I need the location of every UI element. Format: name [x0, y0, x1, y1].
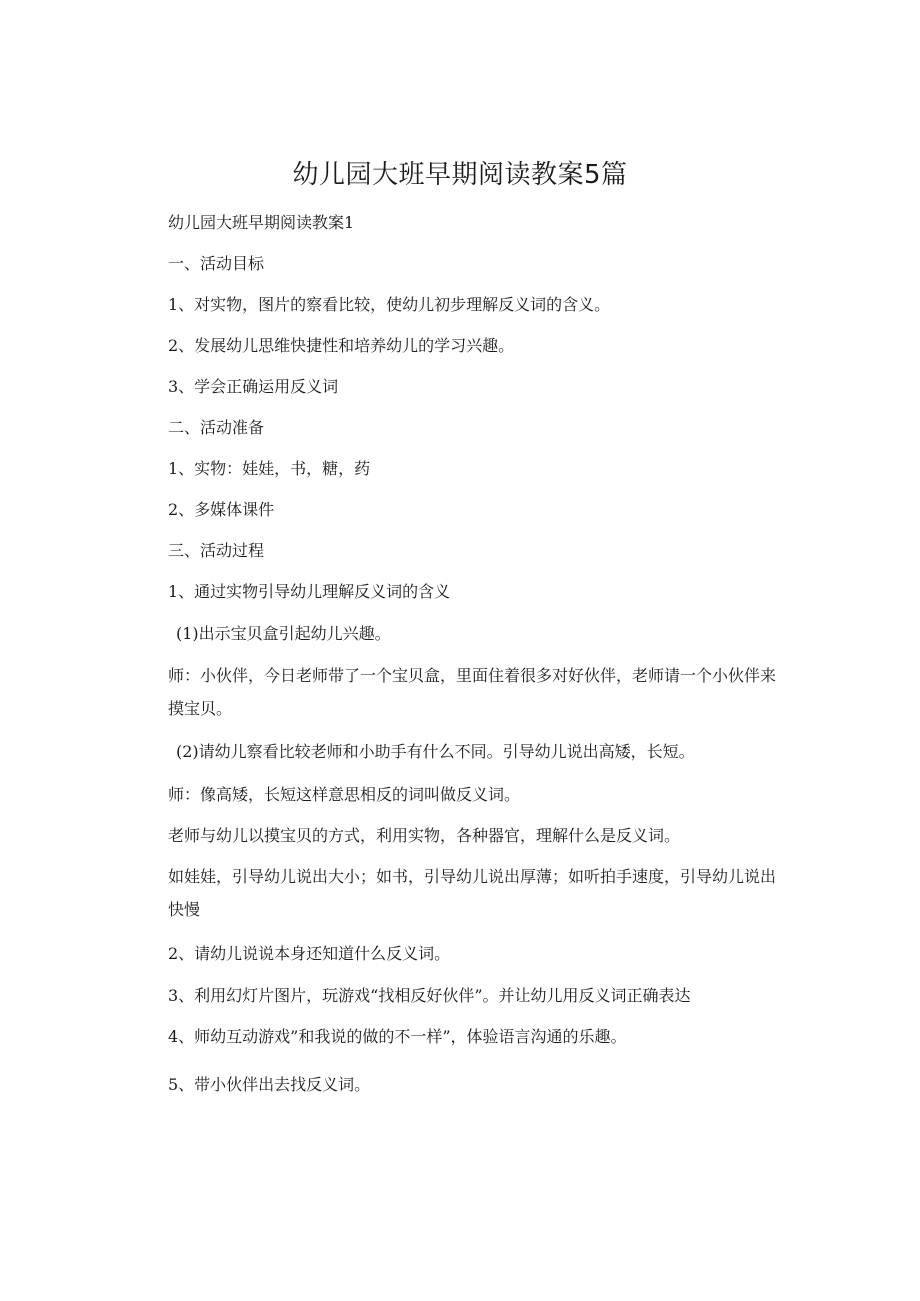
paragraph: (1)出示宝贝盒引起幼儿兴趣。 — [176, 624, 391, 643]
paragraph: 3、利用幻灯片图片，玩游戏“找相反好伙伴”。并让幼儿用反义词正确表达 — [168, 986, 691, 1005]
lesson-subtitle: 幼儿园大班早期阅读教案1 — [168, 213, 355, 232]
paragraph: 5、带小伙伴出去找反义词。 — [168, 1075, 371, 1094]
paragraph: 1、通过实物引导幼儿理解反义词的含义 — [168, 582, 451, 601]
page-title: 幼儿园大班早期阅读教案5篇 — [292, 160, 628, 190]
paragraph: (2)请幼儿察看比较老师和小助手有什么不同。引导幼儿说出高矮，长短。 — [176, 742, 695, 761]
paragraph: 老师与幼儿以摸宝贝的方式，利用实物，各种器官，理解什么是反义词。 — [168, 826, 681, 845]
paragraph: 师：小伙伴，今日老师带了一个宝贝盒，里面住着很多对好伙伴，老师请一个小伙伴来摸宝贝。 — [168, 666, 777, 718]
paragraph: 2、多媒体课件 — [168, 500, 275, 519]
paragraph: 2、请幼儿说说本身还知道什么反义词。 — [168, 944, 451, 963]
section-heading: 二、活动准备 — [168, 418, 265, 437]
paragraph: 如娃娃，引导幼儿说出大小；如书，引导幼儿说出厚薄；如听拍手速度，引导幼儿说出快慢 — [168, 867, 777, 919]
section-heading: 三、活动过程 — [168, 541, 265, 560]
paragraph: 1、对实物，图片的察看比较，使幼儿初步理解反义词的含义。 — [168, 295, 611, 314]
paragraph: 4、师幼互动游戏”和我说的做的不一样”，体验语言沟通的乐趣。 — [168, 1027, 627, 1046]
paragraph: 师：像高矮，长短这样意思相反的词叫做反义词。 — [168, 785, 521, 804]
section-heading: 一、活动目标 — [168, 254, 265, 273]
paragraph: 1、实物：娃娃，书，糖，药 — [168, 459, 371, 478]
paragraph: 2、发展幼儿思维快捷性和培养幼儿的学习兴趣。 — [168, 336, 515, 355]
paragraph: 3、学会正确运用反义词 — [168, 377, 339, 396]
